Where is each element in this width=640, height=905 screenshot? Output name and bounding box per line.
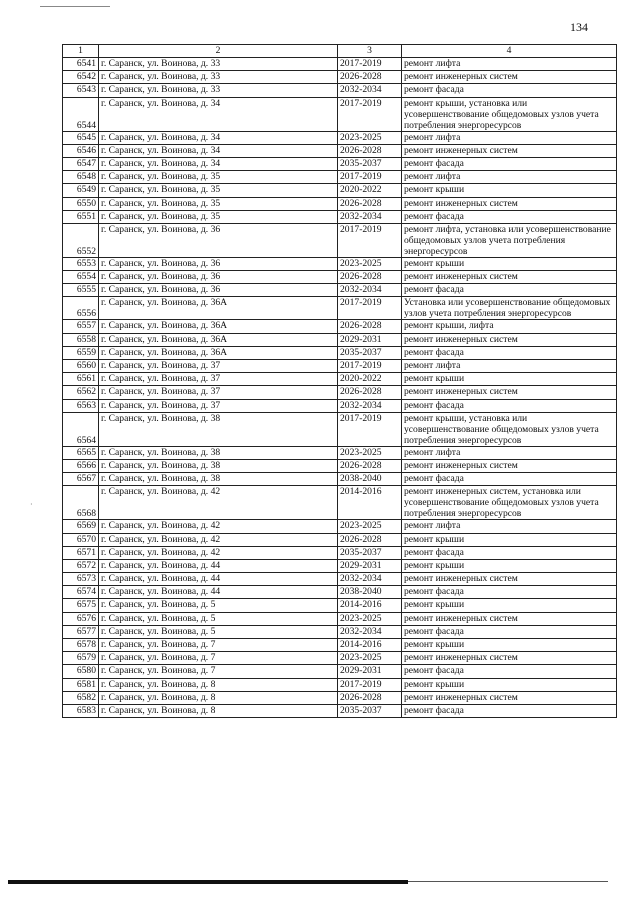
row-work-type: ремонт крыши, лифта <box>402 320 617 333</box>
row-number: 6578 <box>63 639 99 652</box>
row-number: 6548 <box>63 171 99 184</box>
table-row <box>63 184 617 197</box>
row-address: г. Саранск, ул. Воинова, д. 36А <box>99 333 338 346</box>
row-years: 2026-2028 <box>338 271 402 284</box>
row-number: 6569 <box>63 520 99 533</box>
table-row <box>63 533 617 546</box>
row-years: 2032-2034 <box>338 625 402 638</box>
row-years: 2032-2034 <box>338 210 402 223</box>
row-address: г. Саранск, ул. Воинова, д. 34 <box>99 97 338 131</box>
row-work-type: ремонт фасада <box>402 473 617 486</box>
row-years: 2032-2034 <box>338 399 402 412</box>
row-address: г. Саранск, ул. Воинова, д. 36А <box>99 320 338 333</box>
row-number: 6558 <box>63 333 99 346</box>
bottom-scan-bar <box>8 880 408 884</box>
row-work-type: ремонт крыши <box>402 184 617 197</box>
row-years: 2035-2037 <box>338 346 402 359</box>
row-address: г. Саранск, ул. Воинова, д. 33 <box>99 84 338 97</box>
row-years: 2038-2040 <box>338 586 402 599</box>
page-number: 134 <box>570 20 588 34</box>
row-work-type: ремонт лифта <box>402 446 617 459</box>
row-number: 6561 <box>63 373 99 386</box>
table-row <box>63 586 617 599</box>
row-years: 2029-2031 <box>338 559 402 572</box>
row-years: 2020-2022 <box>338 184 402 197</box>
top-scan-line <box>40 6 110 7</box>
row-number: 6549 <box>63 184 99 197</box>
row-work-type: ремонт лифта, установка или усовершенствование общедомовых узлов учета потребления энергоресурсов <box>402 223 617 257</box>
table-row <box>63 171 617 184</box>
row-years: 2026-2028 <box>338 459 402 472</box>
row-work-type: ремонт инженерных систем <box>402 459 617 472</box>
row-number: 6571 <box>63 546 99 559</box>
row-number: 6546 <box>63 144 99 157</box>
table-row <box>63 131 617 144</box>
row-work-type: ремонт инженерных систем <box>402 333 617 346</box>
table-row <box>63 665 617 678</box>
row-work-type: ремонт фасада <box>402 546 617 559</box>
row-address: г. Саранск, ул. Воинова, д. 37 <box>99 399 338 412</box>
table-row <box>63 333 617 346</box>
row-address: г. Саранск, ул. Воинова, д. 5 <box>99 599 338 612</box>
table-row <box>63 652 617 665</box>
row-work-type: ремонт инженерных систем <box>402 144 617 157</box>
row-work-type: ремонт инженерных систем <box>402 652 617 665</box>
row-work-type: ремонт крыши <box>402 599 617 612</box>
row-years: 2017-2019 <box>338 412 402 446</box>
table-row <box>63 704 617 717</box>
row-number: 6554 <box>63 271 99 284</box>
row-years: 2020-2022 <box>338 373 402 386</box>
row-number: 6581 <box>63 678 99 691</box>
row-number: 6541 <box>63 58 99 71</box>
row-work-type: ремонт инженерных систем <box>402 386 617 399</box>
table-row <box>63 546 617 559</box>
row-work-type: ремонт крыши <box>402 639 617 652</box>
header-col-1: 1 <box>63 45 99 58</box>
row-years: 2017-2019 <box>338 678 402 691</box>
row-address: г. Саранск, ул. Воинова, д. 8 <box>99 704 338 717</box>
table-row <box>63 257 617 270</box>
row-years: 2023-2025 <box>338 612 402 625</box>
row-address: г. Саранск, ул. Воинова, д. 44 <box>99 586 338 599</box>
table-row <box>63 157 617 170</box>
row-number: 6550 <box>63 197 99 210</box>
table-row <box>63 373 617 386</box>
table-row <box>63 97 617 131</box>
row-work-type: ремонт лифта <box>402 58 617 71</box>
row-number: 6574 <box>63 586 99 599</box>
row-number: 6555 <box>63 284 99 297</box>
row-years: 2017-2019 <box>338 58 402 71</box>
row-address: г. Саранск, ул. Воинова, д. 8 <box>99 678 338 691</box>
table-row <box>63 599 617 612</box>
row-number: 6559 <box>63 346 99 359</box>
row-years: 2029-2031 <box>338 333 402 346</box>
scan-dot: · <box>30 500 33 509</box>
row-years: 2017-2019 <box>338 97 402 131</box>
row-years: 2032-2034 <box>338 573 402 586</box>
row-address: г. Саранск, ул. Воинова, д. 34 <box>99 157 338 170</box>
row-work-type: ремонт инженерных систем <box>402 71 617 84</box>
row-years: 2017-2019 <box>338 171 402 184</box>
row-address: г. Саранск, ул. Воинова, д. 37 <box>99 373 338 386</box>
table-row <box>63 320 617 333</box>
row-years: 2026-2028 <box>338 691 402 704</box>
repair-schedule-table <box>62 44 617 718</box>
row-number: 6579 <box>63 652 99 665</box>
row-number: 6542 <box>63 71 99 84</box>
row-number: 6543 <box>63 84 99 97</box>
row-work-type: ремонт инженерных систем <box>402 271 617 284</box>
row-address: г. Саранск, ул. Воинова, д. 42 <box>99 533 338 546</box>
row-years: 2026-2028 <box>338 197 402 210</box>
row-years: 2026-2028 <box>338 144 402 157</box>
row-work-type: ремонт крыши <box>402 559 617 572</box>
row-work-type: ремонт фасада <box>402 284 617 297</box>
row-number: 6567 <box>63 473 99 486</box>
row-years: 2029-2031 <box>338 665 402 678</box>
row-years: 2026-2028 <box>338 320 402 333</box>
row-years: 2035-2037 <box>338 704 402 717</box>
row-address: г. Саранск, ул. Воинова, д. 42 <box>99 546 338 559</box>
row-address: г. Саранск, ул. Воинова, д. 37 <box>99 386 338 399</box>
row-years: 2035-2037 <box>338 546 402 559</box>
row-work-type: ремонт фасада <box>402 84 617 97</box>
table-row <box>63 84 617 97</box>
row-address: г. Саранск, ул. Воинова, д. 38 <box>99 473 338 486</box>
row-number: 6566 <box>63 459 99 472</box>
row-number: 6560 <box>63 360 99 373</box>
table-row <box>63 197 617 210</box>
row-number: 6557 <box>63 320 99 333</box>
row-work-type: ремонт инженерных систем <box>402 197 617 210</box>
table-row <box>63 346 617 359</box>
header-row <box>63 45 617 58</box>
row-address: г. Саранск, ул. Воинова, д. 5 <box>99 612 338 625</box>
row-address: г. Саранск, ул. Воинова, д. 42 <box>99 486 338 520</box>
table-row <box>63 639 617 652</box>
table-row <box>63 559 617 572</box>
row-work-type: ремонт крыши, установка или усовершенствование общедомовых узлов учета потребления энергоресурсов <box>402 97 617 131</box>
row-number: 6572 <box>63 559 99 572</box>
table-row <box>63 625 617 638</box>
table-row <box>63 284 617 297</box>
row-address: г. Саранск, ул. Воинова, д. 7 <box>99 639 338 652</box>
row-work-type: ремонт крыши <box>402 373 617 386</box>
table-row <box>63 459 617 472</box>
table-row <box>63 446 617 459</box>
row-work-type: ремонт инженерных систем <box>402 573 617 586</box>
row-number: 6545 <box>63 131 99 144</box>
row-address: г. Саранск, ул. Воинова, д. 34 <box>99 144 338 157</box>
row-work-type: ремонт лифта <box>402 520 617 533</box>
row-work-type: ремонт лифта <box>402 171 617 184</box>
row-years: 2038-2040 <box>338 473 402 486</box>
row-years: 2017-2019 <box>338 223 402 257</box>
row-years: 2023-2025 <box>338 257 402 270</box>
row-work-type: ремонт фасада <box>402 157 617 170</box>
row-address: г. Саранск, ул. Воинова, д. 35 <box>99 197 338 210</box>
row-work-type: ремонт фасада <box>402 399 617 412</box>
table-row <box>63 678 617 691</box>
row-address: г. Саранск, ул. Воинова, д. 34 <box>99 131 338 144</box>
header-col-4: 4 <box>402 45 617 58</box>
row-number: 6583 <box>63 704 99 717</box>
header-col-2: 2 <box>99 45 338 58</box>
row-work-type: Установка или усовершенствование общедомовых узлов учета потребления энергоресурсов <box>402 297 617 320</box>
table-row <box>63 399 617 412</box>
row-number: 6556 <box>63 297 99 320</box>
row-number: 6568 <box>63 486 99 520</box>
row-work-type: ремонт инженерных систем <box>402 691 617 704</box>
row-number: 6580 <box>63 665 99 678</box>
row-years: 2014-2016 <box>338 599 402 612</box>
row-number: 6552 <box>63 223 99 257</box>
table-row <box>63 386 617 399</box>
row-work-type: ремонт лифта <box>402 131 617 144</box>
row-address: г. Саранск, ул. Воинова, д. 36 <box>99 257 338 270</box>
row-address: г. Саранск, ул. Воинова, д. 7 <box>99 652 338 665</box>
row-years: 2032-2034 <box>338 84 402 97</box>
row-number: 6570 <box>63 533 99 546</box>
row-number: 6575 <box>63 599 99 612</box>
row-years: 2017-2019 <box>338 297 402 320</box>
table-row <box>63 486 617 520</box>
row-address: г. Саранск, ул. Воинова, д. 35 <box>99 171 338 184</box>
table-row <box>63 271 617 284</box>
row-address: г. Саранск, ул. Воинова, д. 38 <box>99 412 338 446</box>
row-number: 6565 <box>63 446 99 459</box>
row-work-type: ремонт крыши <box>402 257 617 270</box>
row-address: г. Саранск, ул. Воинова, д. 33 <box>99 58 338 71</box>
row-address: г. Саранск, ул. Воинова, д. 35 <box>99 210 338 223</box>
row-address: г. Саранск, ул. Воинова, д. 7 <box>99 665 338 678</box>
row-number: 6551 <box>63 210 99 223</box>
table-row <box>63 520 617 533</box>
row-work-type: ремонт инженерных систем, установка или усовершенствование общедомовых узлов учета потребления энергоресурсов <box>402 486 617 520</box>
row-address: г. Саранск, ул. Воинова, д. 33 <box>99 71 338 84</box>
table-body <box>63 58 617 718</box>
row-number: 6562 <box>63 386 99 399</box>
row-number: 6544 <box>63 97 99 131</box>
row-work-type: ремонт фасада <box>402 704 617 717</box>
row-address: г. Саранск, ул. Воинова, д. 5 <box>99 625 338 638</box>
row-work-type: ремонт фасада <box>402 346 617 359</box>
table-row <box>63 612 617 625</box>
table-row <box>63 412 617 446</box>
row-address: г. Саранск, ул. Воинова, д. 42 <box>99 520 338 533</box>
table-row <box>63 210 617 223</box>
row-address: г. Саранск, ул. Воинова, д. 36 <box>99 271 338 284</box>
row-years: 2026-2028 <box>338 386 402 399</box>
row-number: 6563 <box>63 399 99 412</box>
row-number: 6564 <box>63 412 99 446</box>
row-work-type: ремонт крыши, установка или усовершенствование общедомовых узлов учета потребления энергоресурсов <box>402 412 617 446</box>
row-years: 2023-2025 <box>338 652 402 665</box>
table-row <box>63 473 617 486</box>
table-row <box>63 223 617 257</box>
row-work-type: ремонт фасада <box>402 665 617 678</box>
row-years: 2035-2037 <box>338 157 402 170</box>
row-years: 2023-2025 <box>338 131 402 144</box>
row-address: г. Саранск, ул. Воинова, д. 36А <box>99 346 338 359</box>
row-number: 6582 <box>63 691 99 704</box>
table-row <box>63 58 617 71</box>
table-row <box>63 691 617 704</box>
row-years: 2026-2028 <box>338 533 402 546</box>
row-work-type: ремонт лифта <box>402 360 617 373</box>
header-col-3: 3 <box>338 45 402 58</box>
row-work-type: ремонт крыши <box>402 533 617 546</box>
row-years: 2014-2016 <box>338 639 402 652</box>
row-address: г. Саранск, ул. Воинова, д. 37 <box>99 360 338 373</box>
row-work-type: ремонт фасада <box>402 625 617 638</box>
row-address: г. Саранск, ул. Воинова, д. 8 <box>99 691 338 704</box>
row-work-type: ремонт фасада <box>402 210 617 223</box>
table-row <box>63 144 617 157</box>
row-years: 2032-2034 <box>338 284 402 297</box>
row-years: 2014-2016 <box>338 486 402 520</box>
table-row <box>63 360 617 373</box>
row-address: г. Саранск, ул. Воинова, д. 35 <box>99 184 338 197</box>
table-row <box>63 573 617 586</box>
row-number: 6553 <box>63 257 99 270</box>
row-work-type: ремонт инженерных систем <box>402 612 617 625</box>
row-number: 6547 <box>63 157 99 170</box>
row-number: 6576 <box>63 612 99 625</box>
bottom-scan-line <box>408 881 608 882</box>
row-number: 6577 <box>63 625 99 638</box>
table-row <box>63 71 617 84</box>
table-row <box>63 297 617 320</box>
row-address: г. Саранск, ул. Воинова, д. 44 <box>99 559 338 572</box>
row-address: г. Саранск, ул. Воинова, д. 44 <box>99 573 338 586</box>
row-address: г. Саранск, ул. Воинова, д. 36 <box>99 284 338 297</box>
row-work-type: ремонт фасада <box>402 586 617 599</box>
row-address: г. Саранск, ул. Воинова, д. 36 <box>99 223 338 257</box>
row-number: 6573 <box>63 573 99 586</box>
row-work-type: ремонт крыши <box>402 678 617 691</box>
row-address: г. Саранск, ул. Воинова, д. 38 <box>99 446 338 459</box>
row-years: 2017-2019 <box>338 360 402 373</box>
row-address: г. Саранск, ул. Воинова, д. 38 <box>99 459 338 472</box>
row-years: 2023-2025 <box>338 446 402 459</box>
row-years: 2023-2025 <box>338 520 402 533</box>
row-address: г. Саранск, ул. Воинова, д. 36А <box>99 297 338 320</box>
row-years: 2026-2028 <box>338 71 402 84</box>
